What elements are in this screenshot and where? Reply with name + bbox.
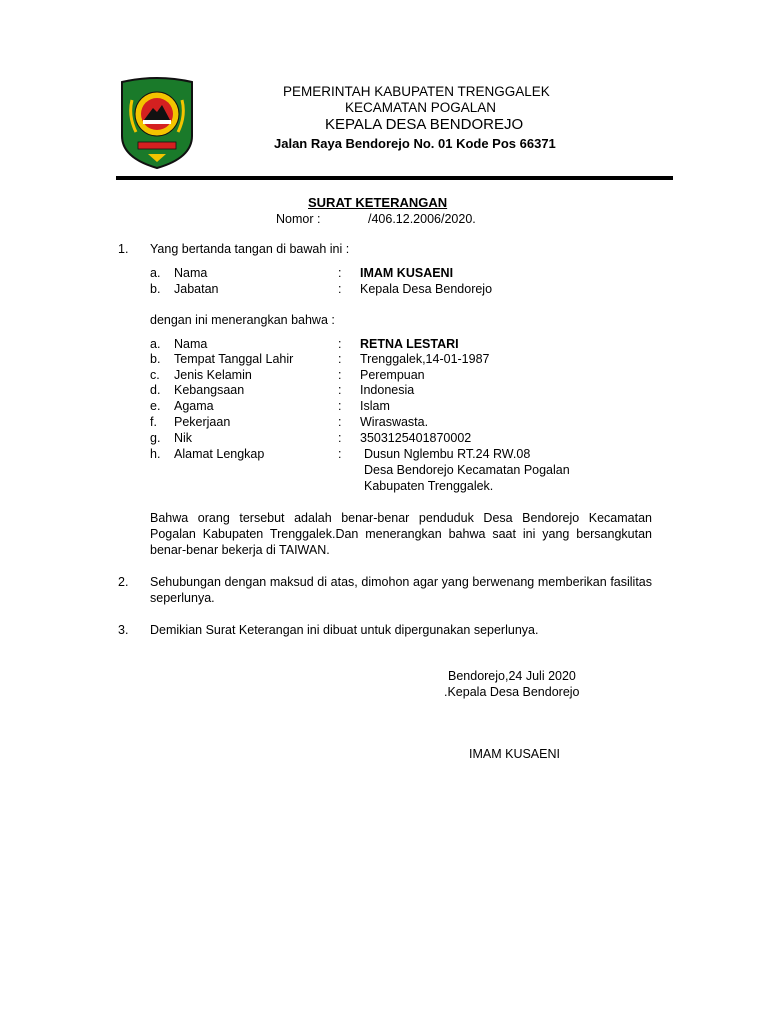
letterhead-address: Jalan Raya Bendorejo No. 01 Kode Pos 66371 (274, 136, 556, 151)
row-value: 3503125401870002 (360, 431, 472, 445)
row-value: IMAM KUSAENI (360, 266, 454, 280)
section1-intro: Yang bertanda tangan di bawah ini : (150, 242, 350, 256)
row-value: Indonesia (360, 383, 415, 397)
number-label: Nomor : (276, 212, 321, 226)
row-colon: : (338, 415, 342, 429)
row-value: Islam (360, 399, 390, 413)
section1-number: 1. (118, 242, 129, 256)
header-divider (116, 176, 673, 180)
regency-coat-of-arms-icon (118, 76, 196, 170)
address-continuation: Desa Bendorejo Kecamatan Pogalan (364, 463, 570, 477)
row-letter: b. (150, 282, 161, 296)
signature-position: .Kepala Desa Bendorejo (444, 685, 580, 699)
row-label: Jabatan (174, 282, 219, 296)
row-letter: d. (150, 383, 161, 397)
row-letter: b. (150, 352, 161, 366)
row-label: Tempat Tanggal Lahir (174, 352, 294, 366)
row-letter: a. (150, 337, 161, 351)
row-letter: f. (150, 415, 157, 429)
address-continuation: Kabupaten Trenggalek. (364, 479, 494, 493)
row-letter: c. (150, 368, 160, 382)
row-colon: : (338, 282, 342, 296)
row-label: Nama (174, 337, 208, 351)
row-label: Alamat Lengkap (174, 447, 265, 461)
row-value: Perempuan (360, 368, 425, 382)
row-colon: : (338, 383, 342, 397)
states-line: dengan ini menerangkan bahwa : (150, 313, 335, 327)
section3-number: 3. (118, 623, 129, 637)
letterhead-line2: KECAMATAN POGALAN (345, 100, 497, 115)
residency-statement: Bahwa orang tersebut adalah benar-benar penduduk Desa Bendorejo Kecamatan Pogalan Kabupaten Trenggalek.Dan menerangkan bahwa saat ini yang bersangkutan benar-benar bekerja di TAIWAN. (150, 511, 652, 557)
row-label: Jenis Kelamin (174, 368, 252, 382)
row-label: Agama (174, 399, 214, 413)
row-value: Trenggalek,14-01-1987 (360, 352, 490, 366)
row-letter: e. (150, 399, 161, 413)
row-label: Nik (174, 431, 193, 445)
row-letter: h. (150, 447, 161, 461)
document-title: SURAT KETERANGAN (308, 195, 448, 210)
section2-text: Sehubungan dengan maksud di atas, dimohon agar yang berwenang memberikan fasilitas seperlunya. (150, 575, 652, 605)
row-letter: g. (150, 431, 161, 445)
signature-place-date: Bendorejo,24 Juli 2020 (448, 669, 576, 683)
number-value: /406.12.2006/2020. (368, 212, 476, 226)
row-colon: : (338, 431, 342, 445)
section2-number: 2. (118, 575, 129, 589)
row-letter: a. (150, 266, 161, 280)
row-value: Wiraswasta. (360, 415, 429, 429)
row-colon: : (338, 447, 342, 461)
letterhead-line3: KEPALA DESA BENDOREJO (325, 116, 524, 133)
row-label: Pekerjaan (174, 415, 231, 429)
row-colon: : (338, 399, 342, 413)
letterhead-line1: PEMERINTAH KABUPATEN TRENGGALEK (283, 84, 550, 99)
row-label: Nama (174, 266, 208, 280)
signature-name: IMAM KUSAENI (469, 747, 560, 761)
row-value: RETNA LESTARI (360, 337, 459, 351)
row-value: Kepala Desa Bendorejo (360, 282, 493, 296)
row-colon: : (338, 337, 342, 351)
row-value: Dusun Nglembu RT.24 RW.08 (364, 447, 531, 461)
row-colon: : (338, 266, 342, 280)
row-colon: : (338, 352, 342, 366)
row-colon: : (338, 368, 342, 382)
section3-text: Demikian Surat Keterangan ini dibuat untuk dipergunakan seperlunya. (150, 623, 539, 637)
row-label: Kebangsaan (174, 383, 245, 397)
